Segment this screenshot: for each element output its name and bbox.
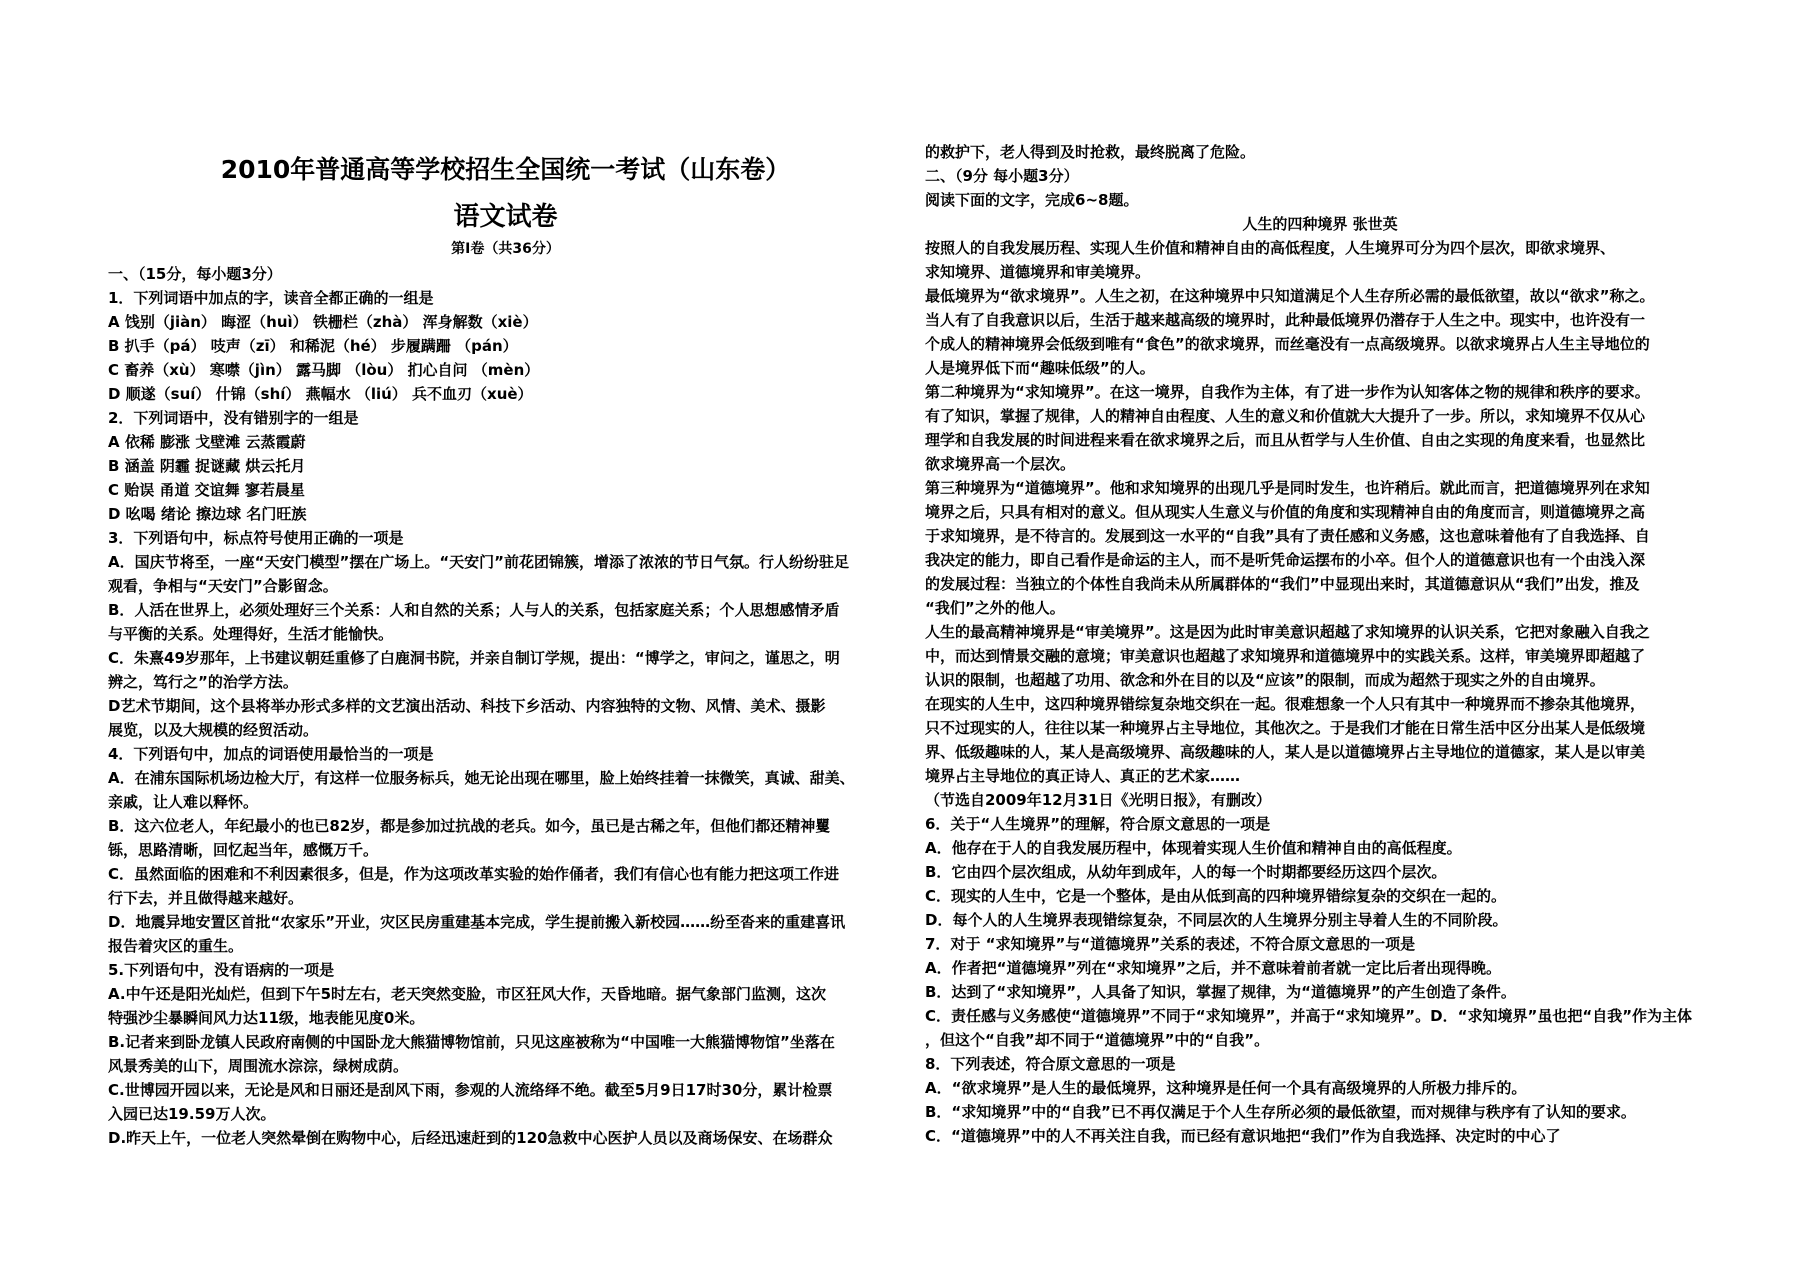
text-line: B 扒手（pá） 吱声（zī） 和稀泥（hé） 步履蹒跚 （pán） [108,337,518,355]
text-line: 只不过现实的人，往往以某一种境界占主导地位，其他次之。于是我们才能在日常生活中区分出某人是低级境 [925,719,1646,737]
text-line: D艺术节期间，这个县将举办形式多样的文艺演出活动、科技下乡活动、内容独特的文物、风情、美术、摄影 [108,697,826,715]
text-line: 阅读下面的文字，完成6~8题。 [925,191,1139,209]
text-line: C．“道德境界”中的人不再关注自我，而已经有意识地把“我们”作为自我选择、决定时的中心了 [925,1127,1561,1145]
text-line: 于求知境界，是不待言的。发展到这一水平的“自我”具有了责任感和义务感，这也意味着他有了自我选择、自 [925,527,1650,545]
text-line: 亲戚，让人难以释怀。 [108,793,259,811]
text-line: 展览，以及大规模的经贸活动。 [108,721,319,739]
text-line: 与平衡的关系。处理得好，生活才能愉快。 [108,625,394,643]
text-line: （节选自2009年12月31日《光明日报》，有删改） [925,791,1271,809]
text-line: 7．对于 “求知境界”与“道德境界”关系的表述，不符合原文意思的一项是 [925,935,1416,953]
text-line: A．国庆节将至，一座“天安门模型”摆在广场上。“天安门”前花团锦簇，增添了浓浓的节日气氛。行人纷纷驻足 [108,553,850,571]
text-line: B．它由四个层次组成，从幼年到成年，人的每一个时期都要经历这四个层次。 [925,863,1447,881]
text-line: D.昨天上午，一位老人突然晕倒在购物中心，后经迅速赶到的120急救中心医护人员以及商场保安、在场群众 [108,1129,833,1147]
text-line: 人生的最高精神境界是“审美境界”。这是因为此时审美意识超越了求知境界的认识关系，它把对象融入自我之 [925,623,1650,641]
text-line: 入园已达19.59万人次。 [108,1105,276,1123]
text-line: 报告着灾区的重生。 [108,937,244,955]
text-line: 特强沙尘暴瞬间风力达11级，地表能见度0米。 [108,1009,425,1027]
text-line: 当人有了自我意识以后，生活于越来越高级的境界时，此种最低境界仍潜存于人生之中。现实中，也许没有一 [925,311,1646,329]
text-line: 8．下列表述，符合原文意思的一项是 [925,1055,1176,1073]
text-line: 在现实的人生中，这四种境界错综复杂地交织在一起。很难想象一个人只有其中一种境界而不掺杂其他境界， [925,695,1646,713]
text-line: 境界之后，只具有相对的意义。但从现实人生意义与价值的角度和实现精神自由的角度而言，则道德境界之高 [925,503,1646,521]
text-line: C.世博园开园以来，无论是风和日丽还是刮风下雨，参观的人流络绎不绝。截至5月9日17时30分，累计检票 [108,1081,833,1099]
text-line: 我决定的能力，即自己看作是命运的主人，而不是听凭命运摆布的小卒。但个人的道德意识也有一个由浅入深 [925,551,1646,569]
text-line: B．人活在世界上，必须处理好三个关系：人和自然的关系；人与人的关系，包括家庭关系；个人思想感情矛盾 [108,601,840,619]
text-line: 二、（9分 每小题3分） [925,167,1079,185]
text-line: C 贻误 甬道 交谊舞 寥若晨星 [108,481,305,499]
text-line: 1．下列词语中加点的字，读音全都正确的一组是 [108,289,434,307]
exam-title: 2010年普通高等学校招生全国统一考试（山东卷） [220,155,791,184]
text-line: 观看，争相与“天安门”合影留念。 [108,577,338,595]
text-line: A.中午还是阳光灿烂，但到下午5时左右，老天突然变脸，市区狂风大作，天昏地暗。据气象部门监测，这次 [108,985,827,1003]
text-line: D．每个人的人生境界表现错综复杂，不同层次的人生境界分别主导着人生的不同阶段。 [925,911,1508,929]
text-line: 的发展过程：当独立的个体性自我尚未从所属群体的“我们”中显现出来时，其道德意识从“我们”出发，推及 [925,575,1640,593]
text-line: 认识的限制，也超越了功用、欲念和外在目的以及“应该”的限制，而成为超然于现实之外的自由境界。 [925,671,1605,689]
text-line: 风景秀美的山下，周围流水淙淙，绿树成荫。 [108,1057,409,1075]
text-line: 境界占主导地位的真正诗人、真正的艺术家…… [925,767,1241,785]
text-line: A 依稀 膨涨 戈壁滩 云蒸霞蔚 [108,433,306,451]
text-line: A．在浦东国际机场边检大厅，有这样一位服务标兵，她无论出现在哪里，脸上始终挂着一抹微笑，真诚、甜美、 [108,769,855,787]
text-line: 人是境界低下而“趣味低级”的人。 [925,359,1155,377]
text-line: C．朱熹49岁那年，上书建议朝廷重修了白鹿洞书院，并亲自制订学规，提出：“博学之，审问之，谨思之，明 [108,649,840,667]
left-text-lines [108,262,903,1150]
text-line: 铄，思路清晰，回忆起当年，感慨万千。 [108,841,379,859]
text-line: 5.下列语句中，没有语病的一项是 [108,961,335,979]
text-line: 个成人的精神境界会低级到唯有“食色”的欲求境界，而丝毫没有一点高级境界。以欲求境界占人生主导地位的 [925,335,1650,353]
text-line: 求知境界、道德境界和审美境界。 [925,263,1151,281]
text-line: 的救护下，老人得到及时抢救，最终脱离了危险。 [925,143,1256,161]
right-text-lines [925,140,1715,1148]
text-line: B．达到了“求知境界”，人具备了知识，掌握了规律，为“道德境界”的产生创造了条件。 [925,983,1516,1001]
text-line: 第二种境界为“求知境界”。在这一境界，自我作为主体，有了进一步作为认知客体之物的规律和秩序的要求。 [925,383,1650,401]
text-line: ，但这个“自我”却不同于“道德境界”中的“自我”。 [925,1031,1270,1049]
text-line: 界、低级趣味的人，某人是高级境界、高级趣味的人，某人是以道德境界占主导地位的道德家，某人是以审美 [925,743,1646,761]
text-line: 一、（15分，每小题3分） [108,265,282,283]
text-line: A．作者把“道德境界”列在“求知境界”之后，并不意味着前者就一定比后者出现得晚。 [925,959,1502,977]
text-line: 最低境界为“欲求境界”。人生之初，在这种境界中只知道满足个人生存所必需的最低欲望，故以“欲求”称之。 [925,287,1655,305]
exam-subject: 语文试卷 [453,202,558,232]
text-line: 第三种境界为“道德境界”。他和求知境界的出现几乎是同时发生，也许稍后。就此而言，把道德境界列在求知 [925,479,1650,497]
text-line: B 涵盖 阴霾 捉谜藏 烘云托月 [108,457,306,475]
text-line: C．现实的人生中，它是一个整体，是由从低到高的四种境界错综复杂的交织在一起的。 [925,887,1507,905]
text-line: 有了知识，掌握了规律，人的精神自由程度、人生的意义和价值就大大提升了一步。所以，求知境界不仅从心 [925,407,1646,425]
text-line: D 顺遂（suí） 什锦（shí） 燕幅水 （liú） 兵不血刃（xuè） [108,385,533,403]
text-line: A．他存在于人的自我发展历程中，体现着实现人生价值和精神自由的高低程度。 [925,839,1462,857]
text-line: C 畜养（xù） 寒噤（jìn） 露马脚 （lòu） 扪心自问 （mèn） [108,361,540,379]
text-line: 行下去，并且做得越来越好。 [108,889,304,907]
text-line: A．“欲求境界”是人生的最低境界，这种境界是任何一个具有高级境界的人所极力排斥的。 [925,1079,1527,1097]
exam-part: 第Ⅰ卷（共36分） [451,241,560,257]
text-line: 按照人的自我发展历程、实现人生价值和精神自由的高低程度，人生境界可分为四个层次，即欲求境界、 [925,239,1616,257]
text-line: A 饯别（jiàn） 晦涩（huì） 铁栅栏（zhà） 浑身解数（xiè） [108,313,538,331]
text-line: C．虽然面临的困难和不利因素很多，但是，作为这项改革实验的始作俑者，我们有信心也有能力把这项工作进 [108,865,840,883]
text-line: B．“求知境界”中的“自我”已不再仅满足于个人生存所必须的最低欲望，而对规律与秩序有了认知的要求。 [925,1103,1636,1121]
text-line: D 吆喝 绪论 擦边球 名门旺族 [108,505,307,523]
text-line: “我们”之外的他人。 [925,599,1065,617]
text-line: 欲求境界高一个层次。 [925,455,1076,473]
text-line: 人生的四种境界 张世英 [1242,215,1398,233]
text-line: 2．下列词语中，没有错别字的一组是 [108,409,359,427]
text-line: 3．下列语句中，标点符号使用正确的一项是 [108,529,404,547]
text-line: D．地震异地安置区首批“农家乐”开业，灾区民房重建基本完成，学生提前搬入新校园……纷至沓来的重建喜讯 [108,913,846,931]
text-line: 辨之，笃行之”的治学方法。 [108,673,298,691]
text-line: 6．关于“人生境界”的理解，符合原文意思的一项是 [925,815,1271,833]
text-line: B．这六位老人，年纪最小的也已82岁，都是参加过抗战的老兵。如今，虽已是古稀之年，但他们都还精神矍 [108,817,831,835]
text-line: C．责任感与义务感使“道德境界”不同于“求知境界”，并高于“求知境界”。D．“求知境界”虽也把“自我”作为主体 [925,1007,1693,1025]
text-line: 中，而达到情景交融的意境；审美意识也超越了求知境界和道德境界中的实践关系。这样，审美境界即超越了 [925,647,1646,665]
text-line: 4．下列语句中，加点的词语使用最恰当的一项是 [108,745,434,763]
text-line: 理学和自我发展的时间进程来看在欲求境界之后，而且从哲学与人生价值、自由之实现的角度来看，也显然比 [925,431,1646,449]
text-line: B.记者来到卧龙镇人民政府南侧的中国卧龙大熊猫博物馆前，只见这座被称为“中国唯一大熊猫博物馆”坐落在 [108,1033,835,1051]
